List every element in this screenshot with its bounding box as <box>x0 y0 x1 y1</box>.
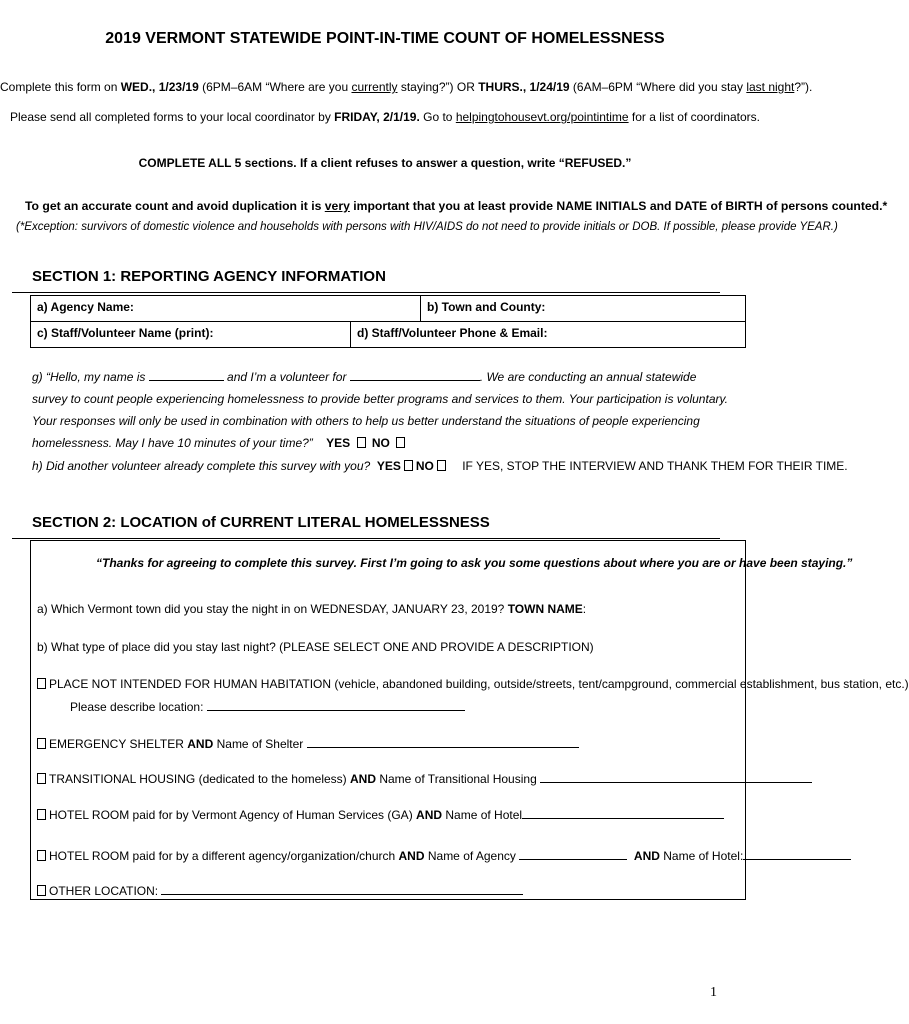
intro-script: g) “Hello, my name is and I’m a volunteer for . We are conducting an annual statewide survey to count people experiencing homelessness to provide better programs and services to them. Your participation is voluntary. Your responses will only be used in combination with others to help us better understand the situations of people experiencing homelessness. May I have 10 minutes of your time?” YES NO <box>32 370 728 450</box>
intro-line-2: Please send all completed forms to your local coordinator by FRIDAY, 2/1/19. Go to helpingtohousevt.org/pointintime for a list of coordinators. <box>10 110 760 124</box>
emergency-shelter-checkbox[interactable] <box>37 738 46 749</box>
other-location-checkbox[interactable] <box>37 885 46 896</box>
intro-line-1: Complete this form on WED., 1/23/19 (6PM–6AM “Where are you currently staying?”) OR THURS., 1/24/19 (6AM–6PM “Where did you stay last night?”). <box>0 80 813 94</box>
complete-all-instruction: COMPLETE ALL 5 sections. If a client refuses to answer a question, write “REFUSED.” <box>138 156 632 170</box>
exception-note: (*Exception: survivors of domestic violence and households with persons with HIV/AIDS do not need to provide initials or DOB. If possible, please provide YEAR.) <box>16 221 838 233</box>
hotel-ga-checkbox[interactable] <box>37 809 46 820</box>
option-hotel-other[interactable]: HOTEL ROOM paid for by a different agency/organization/church AND Name of Agency AND Name of Hotel: <box>37 847 851 863</box>
agency-name-field[interactable]: a) Agency Name: <box>37 300 134 314</box>
staff-name-field[interactable]: c) Staff/Volunteer Name (print): <box>37 326 214 340</box>
town-question: a) Which Vermont town did you stay the night in on WEDNESDAY, JANUARY 23, 2019? TOWN NAME: <box>37 602 587 616</box>
hotel-other-checkbox[interactable] <box>37 850 46 861</box>
other-location-blank[interactable] <box>161 882 523 895</box>
town-county-field[interactable]: b) Town and County: <box>427 300 546 314</box>
section1-heading: SECTION 1: REPORTING AGENCY INFORMATION <box>32 268 386 285</box>
section1-rule <box>12 292 720 293</box>
coordinators-link[interactable]: helpingtohousevt.org/pointintime <box>455 110 629 124</box>
shelter-name-blank[interactable] <box>307 735 579 748</box>
accurate-count-note: To get an accurate count and avoid duplication it is very important that you at least provide NAME INITIALS and DATE of BIRTH of persons counted.* <box>25 199 888 213</box>
agency-name-blank[interactable] <box>519 847 627 860</box>
location-box <box>30 540 746 900</box>
hotel-name-blank[interactable] <box>743 847 851 860</box>
section2-heading: SECTION 2: LOCATION of CURRENT LITERAL HOMELESSNESS <box>32 514 490 531</box>
page-number: 1 <box>710 985 717 1000</box>
consent-yes-checkbox[interactable] <box>357 437 366 448</box>
thanks-script: “Thanks for agreeing to complete this survey. First I’m going to ask you some questions about where you are or have been staying.” <box>96 556 853 570</box>
option-not-intended[interactable]: PLACE NOT INTENDED FOR HUMAN HABITATION (vehicle, abandoned building, outside/streets, tent/campground, commercial establishment, bus station, etc.) <box>37 677 909 691</box>
staff-phone-email-field[interactable]: d) Staff/Volunteer Phone & Email: <box>357 326 548 340</box>
volunteer-name-blank[interactable] <box>149 368 224 381</box>
option-hotel-ga[interactable]: HOTEL ROOM paid for by Vermont Agency of Human Services (GA) AND Name of Hotel <box>37 806 724 822</box>
agency-info-table <box>30 295 746 348</box>
place-type-question: b) What type of place did you stay last night? (PLEASE SELECT ONE AND PROVIDE A DESCRIPTION) <box>37 640 594 654</box>
volunteer-org-blank[interactable] <box>350 368 480 381</box>
transitional-housing-checkbox[interactable] <box>37 773 46 784</box>
option-transitional-housing[interactable]: TRANSITIONAL HOUSING (dedicated to the homeless) AND Name of Transitional Housing <box>37 770 812 786</box>
already-yes-checkbox[interactable] <box>404 460 413 471</box>
consent-no-checkbox[interactable] <box>396 437 405 448</box>
describe-location: Please describe location: <box>70 698 465 714</box>
form-title: 2019 VERMONT STATEWIDE POINT-IN-TIME COUNT OF HOMELESSNESS <box>105 30 665 47</box>
option-emergency-shelter[interactable]: EMERGENCY SHELTER AND Name of Shelter <box>37 735 579 751</box>
already-completed-question: h) Did another volunteer already complete this survey with you? YES NO IF YES, STOP THE INTERVIEW AND THANK THEM FOR THEIR TIME. <box>32 459 848 473</box>
transitional-housing-name-blank[interactable] <box>540 770 812 783</box>
section2-rule <box>12 538 720 539</box>
already-no-checkbox[interactable] <box>437 460 446 471</box>
hotel-ga-name-blank[interactable] <box>522 806 724 819</box>
not-intended-checkbox[interactable] <box>37 678 46 689</box>
describe-location-blank[interactable] <box>207 698 465 711</box>
option-other-location[interactable]: OTHER LOCATION: <box>37 882 523 898</box>
